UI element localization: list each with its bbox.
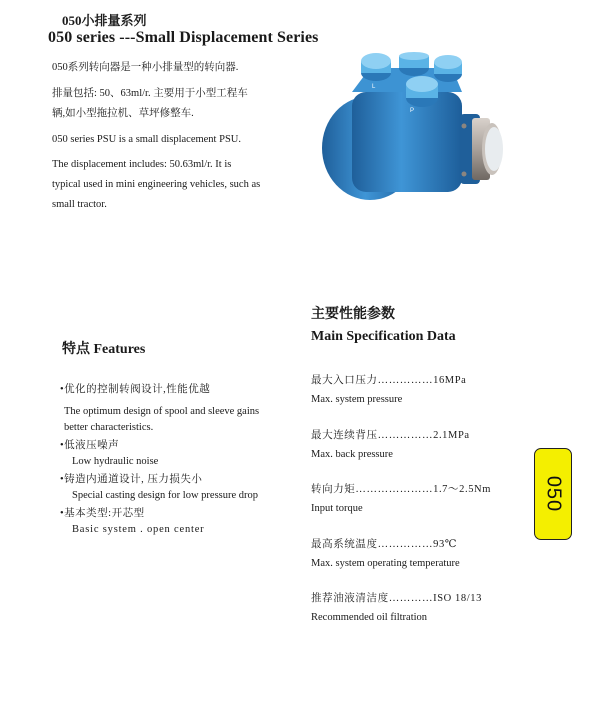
feature-item [60,506,260,538]
spec-cn: 最大连续背压……………2.1MPa [311,429,470,441]
specs-list [311,374,531,647]
spec-item [311,592,531,647]
spec-item [311,483,531,538]
intro-en-2-text: The displacement includes: 50.63ml/r. It is typical used in mini engineering vehicles, such as small tractor. [52,159,261,210]
section-tab[interactable] [534,448,572,540]
steering-unit-image [312,52,512,212]
specs-heading-en: Main Specification Data [311,329,456,344]
spec-cn: 最大入口压力……………16MPa [311,375,467,386]
spec-en: Input torque [311,503,363,514]
feature-cn: •基本类型:开芯型 [60,508,145,519]
spec-en: Max. system operating temperature [311,557,460,569]
spec-item [311,429,531,484]
spec-cn: 转向力矩…………………1.7～2.5Nm [311,484,491,495]
steering-unit-icon [312,52,512,212]
feature-cn: •低液压噪声 [60,440,120,451]
feature-cn: •优化的控制转阀设计,性能优越 [60,384,211,395]
intro-en-1 [52,130,302,150]
feature-en: Basic system . open center [72,524,205,535]
intro-en-1-text: 050 series PSU is a small displacement PSU. [52,134,241,145]
feature-item [60,472,260,504]
feature-cn: •铸造内通道设计, 压力损失小 [60,474,203,485]
spec-en: Max. back pressure [311,448,393,460]
specs-heading-cn: 主要性能参数 [311,307,395,322]
page-title-cn: 050小排量系列 [62,13,147,28]
spec-en: Max. system pressure [311,394,403,405]
spec-cn: 推荐油液清洁度…………ISO 18/13 [311,593,482,604]
intro-cn-2 [52,84,302,124]
feature-en: The optimum design of spool and sleeve gains better characteristics. [64,406,260,433]
feature-item [60,382,260,436]
svg-text:P: P [410,108,415,114]
intro-cn-1 [52,58,302,78]
section-tab-label: 050 [542,475,565,513]
features-heading: 特点 Features [62,342,146,357]
svg-text:L: L [372,84,376,90]
feature-en: Low hydraulic noise [72,456,159,467]
spec-item [311,538,531,593]
feature-en: Special casting design for low pressure drop [72,490,259,501]
feature-item [60,438,260,470]
spec-item [311,374,531,429]
spec-en: Recommended oil filtration [311,612,428,623]
page-title-en: 050 series ---Small Displacement Series [48,29,319,46]
intro-cn-2-text: 排量包括: 50、63ml/r. 主要用于小型工程车辆,如小型拖拉机、草坪修整车. [52,88,248,119]
features-list [60,382,260,540]
intro-en-2 [52,155,302,215]
intro-cn-1-text: 050系列转向器是一种小排量型的转向器. [52,62,239,73]
spec-cn: 最高系统温度……………93℃ [311,538,458,550]
